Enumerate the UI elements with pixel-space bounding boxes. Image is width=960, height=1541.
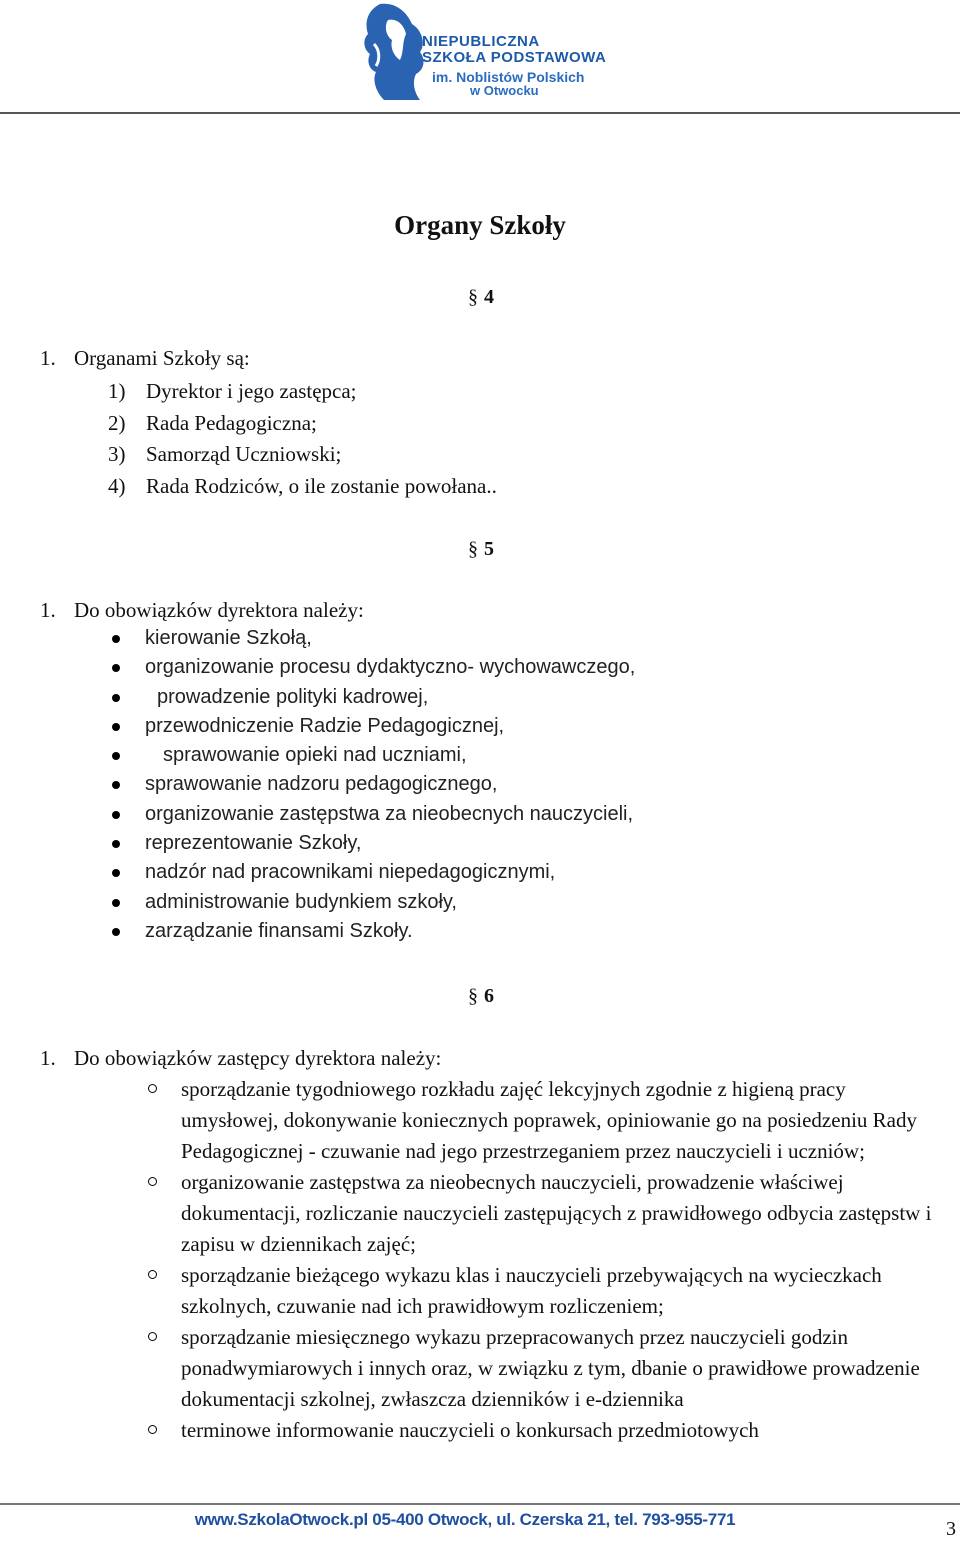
bullet-icon — [112, 899, 120, 907]
paragraph-number: 4 — [484, 286, 494, 308]
lead-number: 1. — [40, 346, 56, 370]
item-text: administrowanie budynkiem szkoły, — [145, 890, 457, 913]
list-item — [112, 741, 635, 770]
list-item — [112, 683, 635, 712]
bullet-icon — [112, 869, 120, 877]
item-text: nadzór nad pracownikami niepedagogicznymi, — [145, 861, 556, 884]
lead-text: Do obowiązków dyrektora należy: — [74, 598, 364, 622]
list-item — [112, 917, 635, 946]
list-item — [148, 1167, 948, 1260]
section6-lead — [40, 1046, 441, 1071]
lead-number: 1. — [40, 1046, 56, 1070]
list-item — [108, 376, 497, 408]
item-text: sprawowanie opieki nad uczniami, — [163, 744, 467, 767]
list-item — [108, 439, 497, 471]
item-text: Rada Pedagogiczna; — [146, 410, 317, 435]
item-number: 2) — [108, 410, 126, 435]
section5-lead — [40, 598, 364, 623]
paragraph-heading-5 — [468, 538, 494, 561]
bullet-icon — [112, 694, 120, 702]
director-duties-list — [112, 624, 635, 946]
logo-line-3: im. Noblistów Polskich — [432, 68, 585, 85]
item-number: 3) — [108, 442, 126, 466]
bullet-icon — [112, 928, 120, 936]
bullet-icon — [112, 840, 120, 848]
bullet-icon — [112, 781, 120, 789]
circle-bullet-icon — [148, 1270, 157, 1279]
section-sign: § — [468, 985, 478, 1007]
item-text: terminowe informowanie nauczycieli o konkursach przedmiotowych — [181, 1418, 759, 1442]
page-header — [0, 0, 960, 112]
item-text: zarządzanie finansami Szkoły. — [145, 919, 413, 942]
paragraph-number: 6 — [484, 985, 494, 1007]
item-number: 1) — [108, 379, 126, 403]
list-item — [148, 1322, 948, 1415]
item-text: Samorząd Uczniowski; — [146, 442, 342, 466]
list-item — [148, 1260, 948, 1322]
item-text: prowadzenie polityki kadrowej, — [157, 685, 429, 708]
item-text: Rada Rodziców, o ile zostanie powołana.. — [146, 473, 497, 498]
list-item — [112, 712, 635, 741]
logo-line-1: NIEPUBLICZNA — [422, 33, 540, 50]
logo-line-2: SZKOŁA PODSTAWOWA — [422, 48, 607, 66]
list-item — [112, 624, 635, 653]
paragraph-number: 5 — [484, 538, 494, 560]
organs-list — [108, 376, 497, 502]
bullet-icon — [112, 723, 120, 731]
header-divider — [0, 112, 960, 114]
list-item — [112, 888, 635, 917]
item-text: organizowanie zastępstwa za nieobecnych nauczycieli, prowadzenie właściwej dokumentacji, rozliczanie nauczycieli zastępujących z prawidłowego odbycia zastępstw i zapisu w dziennikach zajęć; — [181, 1170, 932, 1256]
logo-text — [422, 34, 606, 98]
item-text: sporządzanie tygodniowego rozkładu zajęć lekcyjnych zgodnie z higieną pracy umysłowej, dokonywanie koniecznych poprawek, opiniowanie go na posiedzeniu Rady Pedagogicznej - czuwanie nad jego przestrzeganiem przez nauczycieli i uczniów; — [181, 1077, 917, 1163]
bullet-icon — [112, 664, 120, 672]
bullet-icon — [112, 752, 120, 760]
item-text: sprawowanie nadzoru pedagogicznego, — [145, 773, 498, 796]
circle-bullet-icon — [148, 1332, 157, 1341]
page-number: 3 — [946, 1518, 956, 1540]
section-sign: § — [468, 538, 478, 560]
section-sign: § — [468, 286, 478, 308]
item-text: Dyrektor i jego zastępca; — [146, 379, 357, 403]
circle-bullet-icon — [148, 1177, 157, 1186]
list-item — [112, 653, 635, 682]
lead-text: Organami Szkoły są: — [74, 346, 250, 370]
bullet-icon — [112, 811, 120, 819]
item-text: kierowanie Szkołą, — [145, 627, 312, 649]
list-item — [112, 800, 635, 829]
bullet-icon — [112, 635, 120, 643]
item-text: sporządzanie miesięcznego wykazu przepracowanych przez nauczycieli godzin ponadwymiarowych i innych oraz, w związku z tym, dbanie o prawidłowe prowadzenie dokumentacji szkolnej, zwłaszcza dzienników i e-dziennika — [181, 1325, 920, 1411]
section4-lead — [40, 346, 250, 371]
list-item — [112, 770, 635, 799]
logo-line-4: w Otwocku — [470, 83, 539, 99]
list-item — [148, 1415, 948, 1446]
item-text: organizowanie procesu dydaktyczno- wychowawczego, — [145, 656, 636, 679]
item-number: 4) — [108, 473, 126, 498]
item-text: organizowanie zastępstwa za nieobecnych nauczycieli, — [145, 802, 634, 825]
circle-bullet-icon — [148, 1084, 157, 1093]
lead-text: Do obowiązków zastępcy dyrektora należy: — [74, 1046, 442, 1070]
list-item — [108, 408, 497, 440]
school-logo — [350, 0, 610, 110]
footer-contact: www.SzkolaOtwock.pl 05-400 Otwock, ul. Czerska 21, tel. 793-955-771 — [194, 1510, 736, 1529]
circle-bullet-icon — [148, 1425, 157, 1434]
list-item — [148, 1074, 948, 1167]
list-item — [108, 471, 497, 503]
paragraph-heading-6 — [468, 985, 494, 1008]
paragraph-heading-4 — [468, 286, 494, 309]
page-title: Organy Szkoły — [394, 210, 566, 240]
lead-number: 1. — [40, 598, 56, 622]
item-text: reprezentowanie Szkoły, — [145, 832, 362, 855]
item-text: sporządzanie bieżącego wykazu klas i nauczycieli przebywających na wycieczkach szkolnych, czuwanie nad ich prawidłowym rozliczeniem; — [181, 1263, 882, 1318]
list-item — [112, 829, 635, 858]
item-text: przewodniczenie Radzie Pedagogicznej, — [145, 714, 505, 737]
list-item — [112, 858, 635, 887]
deputy-duties-list — [148, 1074, 948, 1446]
footer-divider — [0, 1503, 960, 1505]
